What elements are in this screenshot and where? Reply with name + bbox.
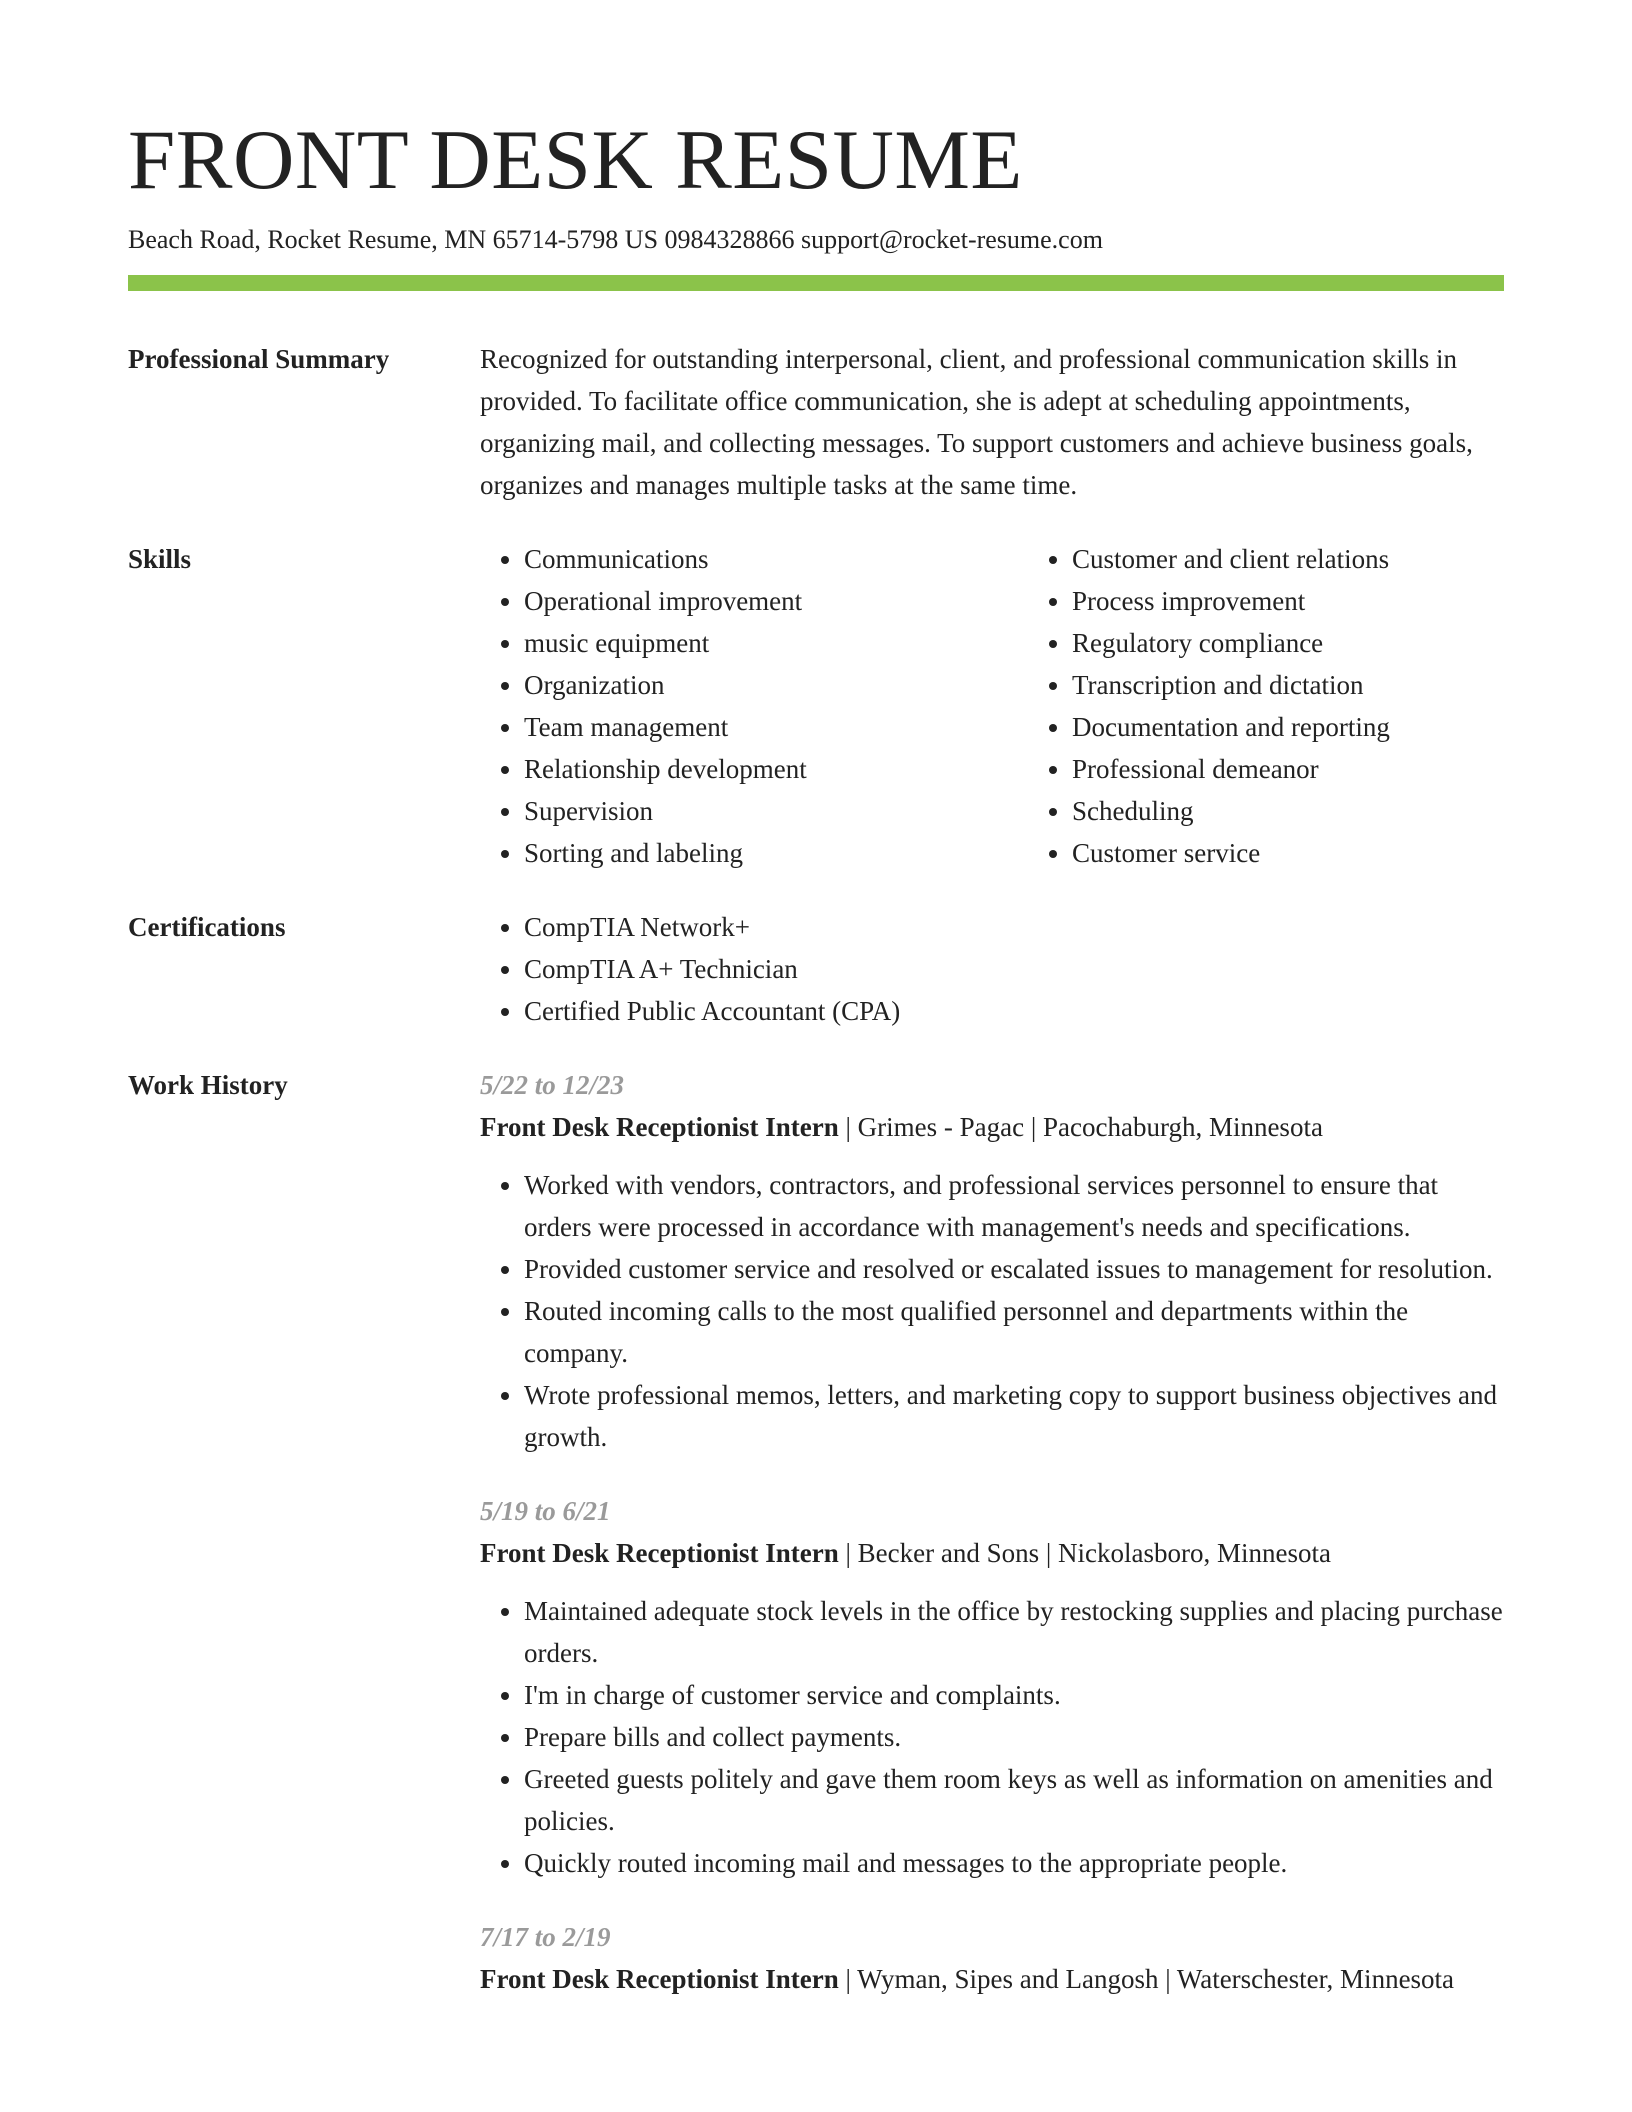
job-details: | Wyman, Sipes and Langosh | Waterschester, Minnesota xyxy=(838,1963,1455,1994)
skill-item: • Transcription and dictation xyxy=(1072,664,1576,706)
certifications-body xyxy=(480,906,1504,1032)
job-dates: 5/19 to 6/21 xyxy=(480,1495,611,1526)
job-title: Front Desk Receptionist Intern xyxy=(480,1537,839,1568)
skill-item: • Process improvement xyxy=(1072,580,1576,622)
skill-item: • Operational improvement xyxy=(524,580,1028,622)
accent-rule xyxy=(128,275,1504,291)
skills-list-right xyxy=(1028,538,1576,874)
job-bullet: • I'm in charge of customer service and complaints. xyxy=(524,1674,1504,1716)
job-bullet: • Greeted guests politely and gave them room keys as well as information on amenities and policies. xyxy=(524,1758,1504,1842)
job-bullet: • Quickly routed incoming mail and messages to the appropriate people. xyxy=(524,1842,1504,1884)
work-history-section xyxy=(128,1064,1504,2032)
certifications-section xyxy=(128,906,1504,1032)
skill-item: • Customer and client relations xyxy=(1072,538,1576,580)
certification-item: • Certified Public Accountant (CPA) xyxy=(524,990,1504,1032)
certification-item: • CompTIA A+ Technician xyxy=(524,948,1504,990)
job-bullet: • Prepare bills and collect payments. xyxy=(524,1716,1504,1758)
skill-item: • Sorting and labeling xyxy=(524,832,1028,874)
job-bullet: • Maintained adequate stock levels in the office by restocking supplies and placing purchase orders. xyxy=(524,1590,1504,1674)
skill-item: • Team management xyxy=(524,706,1028,748)
job-bullet: • Routed incoming calls to the most qualified personnel and departments within the company. xyxy=(524,1290,1504,1374)
skill-item: • Organization xyxy=(524,664,1028,706)
skills-heading: Skills xyxy=(128,543,192,574)
summary-heading: Professional Summary xyxy=(128,343,390,374)
skill-item: • music equipment xyxy=(524,622,1028,664)
job-heading xyxy=(480,1532,1504,1574)
work-history-heading: Work History xyxy=(128,1069,288,1100)
job-bullet: • Worked with vendors, contractors, and professional services personnel to ensure that orders were processed in accordance with management's needs and specifications. xyxy=(524,1164,1504,1248)
job-bullets xyxy=(480,1164,1504,1458)
contact-line: Beach Road, Rocket Resume, MN 65714-5798 US 0984328866 support@rocket-resume.com xyxy=(128,225,1103,254)
skill-item: • Documentation and reporting xyxy=(1072,706,1576,748)
job-entry xyxy=(480,1490,1504,1884)
skills-list-left xyxy=(480,538,1028,874)
skills-section xyxy=(128,538,1504,874)
job-entry xyxy=(480,1064,1504,1458)
job-details: | Grimes - Pagac | Pacochaburgh, Minnesota xyxy=(838,1111,1323,1142)
job-heading xyxy=(480,1958,1504,2000)
skill-item: • Supervision xyxy=(524,790,1028,832)
summary-text: Recognized for outstanding interpersonal, client, and professional communication skills in provided. To facilitate office communication, she is adept at scheduling appointments, organizing mail, and collecting messages. To support customers and achieve business goals, organizes and manages multiple tasks at the same time. xyxy=(480,343,1473,500)
skills-columns xyxy=(480,538,1576,874)
job-entry xyxy=(480,1916,1504,2000)
job-details: | Becker and Sons | Nickolasboro, Minnesota xyxy=(838,1537,1331,1568)
job-bullets xyxy=(480,1590,1504,1884)
skill-item: • Communications xyxy=(524,538,1028,580)
job-bullet: • Wrote professional memos, letters, and marketing copy to support business objectives and growth. xyxy=(524,1374,1504,1458)
certification-item: • CompTIA Network+ xyxy=(524,906,1504,948)
job-bullet: • Provided customer service and resolved or escalated issues to management for resolution. xyxy=(524,1248,1504,1290)
job-title: Front Desk Receptionist Intern xyxy=(480,1111,839,1142)
skill-item: • Customer service xyxy=(1072,832,1576,874)
skill-item: • Professional demeanor xyxy=(1072,748,1576,790)
skill-item: • Relationship development xyxy=(524,748,1028,790)
certifications-list xyxy=(480,906,1504,1032)
resume-title: FRONT DESK RESUME xyxy=(128,113,1023,207)
certifications-heading: Certifications xyxy=(128,911,286,942)
job-heading xyxy=(480,1106,1504,1148)
skill-item: • Scheduling xyxy=(1072,790,1576,832)
work-history-body xyxy=(480,1064,1504,2032)
skill-item: • Regulatory compliance xyxy=(1072,622,1576,664)
job-dates: 5/22 to 12/23 xyxy=(480,1069,625,1100)
job-dates: 7/17 to 2/19 xyxy=(480,1921,611,1952)
summary-section xyxy=(128,338,1504,506)
job-title: Front Desk Receptionist Intern xyxy=(480,1963,839,1994)
